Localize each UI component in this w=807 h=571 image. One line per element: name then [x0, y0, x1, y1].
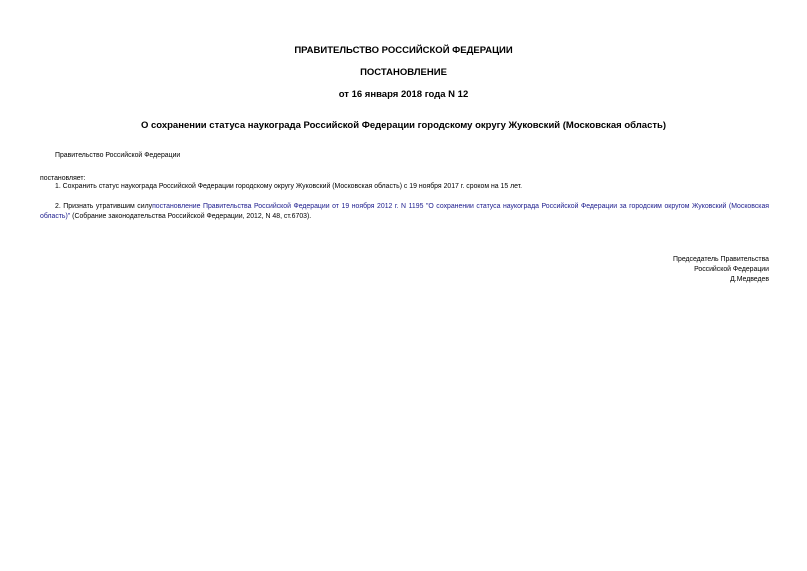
item-2	[40, 202, 769, 222]
repealed-decree-link[interactable]: постановление Правительства Российской Федерации от 19 ноября 2012 г. N 1195 "О сохранении статуса наукограда Российской Федерации за городским округом Жуковский (Московская область)"	[40, 203, 770, 220]
signature-position: Председатель Правительства	[673, 256, 769, 263]
intro-text: Правительство Российской Федерации	[55, 152, 181, 159]
item-2-prefix: 2. Признать утратившим силу	[55, 203, 153, 210]
signature-name: Д.Медведев	[730, 276, 769, 283]
document-heading: О сохранении статуса наукограда Российской Федерации городскому округу Жуковский (Московская область)	[140, 120, 667, 131]
decree-word: постановляет:	[40, 175, 86, 182]
document-date-number: от 16 января 2018 года N 12	[338, 89, 469, 100]
document-type: ПОСТАНОВЛЕНИЕ	[360, 67, 447, 78]
signature-organization: Российской Федерации	[694, 266, 769, 273]
government-title: ПРАВИТЕЛЬСТВО РОССИЙСКОЙ ФЕДЕРАЦИИ	[294, 45, 513, 56]
item-2-suffix: (Собрание законодательства Российской Федерации, 2012, N 48, ст.6703).	[70, 213, 312, 220]
item-1: 1. Сохранить статус наукограда Российской Федерации городскому округу Жуковский (Московская область) с 19 ноября 2017 г. сроком на 15 лет.	[55, 183, 523, 190]
signature-block	[673, 255, 769, 285]
